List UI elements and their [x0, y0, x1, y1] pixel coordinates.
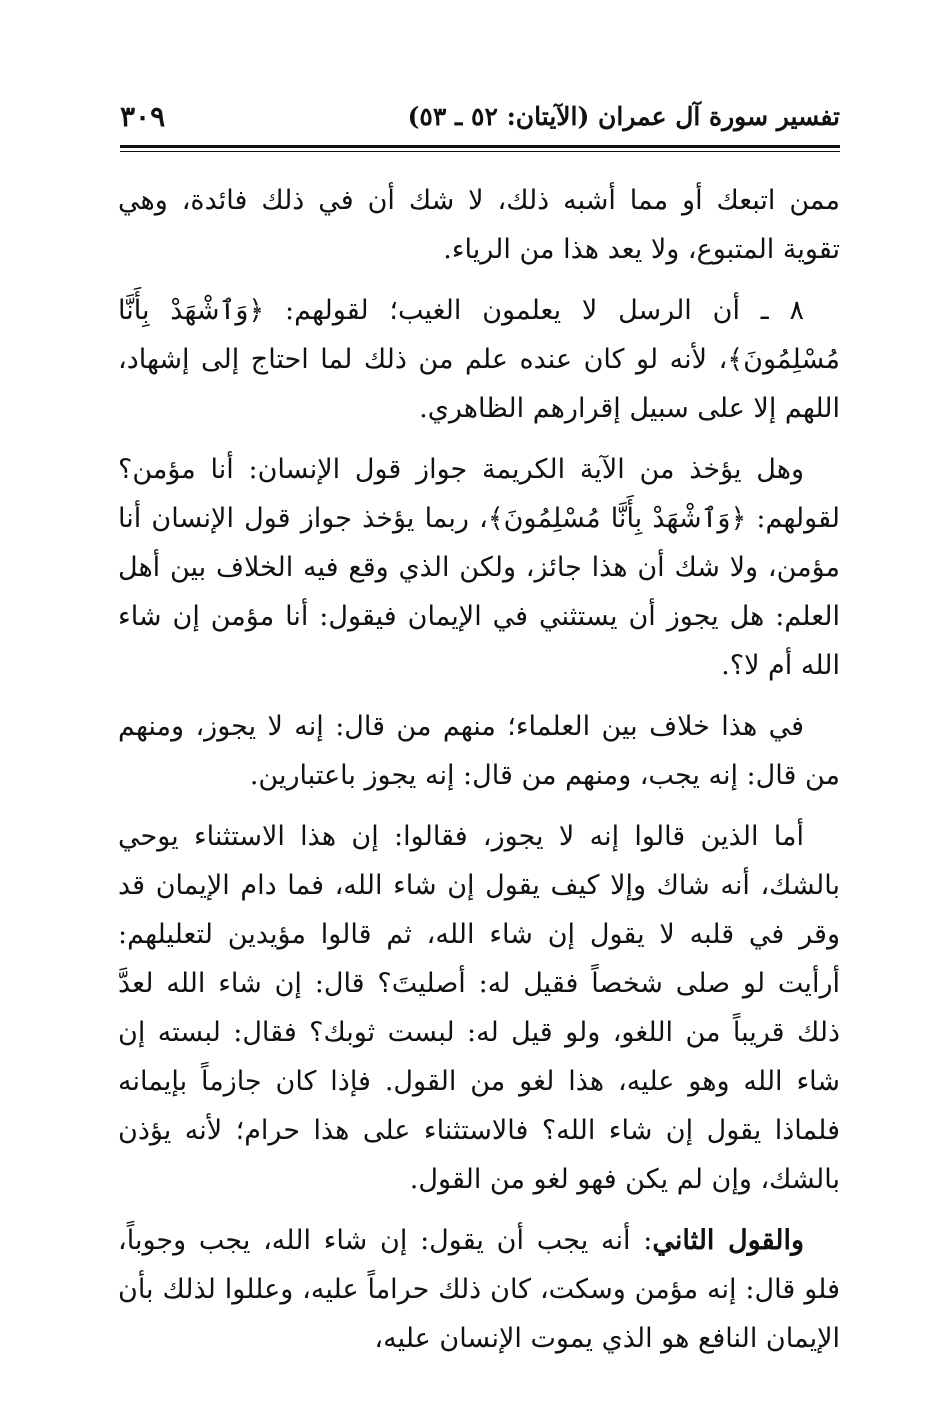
page-header — [120, 100, 840, 144]
page-number: ٣٠٩ — [120, 100, 166, 133]
paragraph: ٨ ـ أن الرسل لا يعلمون الغيب؛ لقولهم: ﴿وَٱشْهَدْ بِأَنَّا مُسْلِمُونَ﴾، لأنه لو كان عنده علم من ذلك لما احتاج إلى إشهاد، اللهم إلا على سبيل إقرارهم الظاهري. — [118, 295, 840, 424]
header-rule-thin — [120, 151, 840, 152]
paragraph-text: : أنه يجب أن يقول: إن شاء الله، يجب وجوباً، فلو قال: إنه مؤمن وسكت، كان ذلك حراماً عليه، وعللوا لذلك بأن الإيمان النافع هو الذي يموت الإنسان عليه، — [118, 1225, 840, 1354]
body-text — [118, 176, 840, 1375]
paragraph: في هذا خلاف بين العلماء؛ منهم من قال: إنه لا يجوز، ومنهم من قال: إنه يجب، ومنهم من قال: إنه يجوز باعتبارين. — [118, 711, 840, 791]
paragraph-lead: والقول الثاني — [652, 1225, 804, 1256]
paragraph: ممن اتبعك أو مما أشبه ذلك، لا شك أن في ذلك فائدة، وهي تقوية المتبوع، ولا يعد هذا من الرياء. — [118, 185, 840, 265]
running-title: تفسير سورة آل عمران (الآيتان: ٥٢ ـ ٥٣) — [407, 102, 840, 131]
header-rule-thick — [120, 145, 840, 148]
paragraph: أما الذين قالوا إنه لا يجوز، فقالوا: إن هذا الاستثناء يوحي بالشك، أنه شاك وإلا كيف يقول إن شاء الله، فما دام الإيمان قد وقر في قلبه لا يقول إن شاء الله، ثم قالوا مؤيدين لتعليلهم: أرأيت لو صلى شخصاً فقيل له: أصليتَ؟ قال: إن شاء الله لعدَّ ذلك قريباً من اللغو، ولو قيل له: لبست ثوبك؟ فقال: لبسته إن شاء الله وهو عليه، هذا لغو من القول. فإذا كان جازماً بإيمانه فلماذا يقول إن شاء الله؟ فالاستثناء على هذا حرام؛ لأنه يؤذن بالشك، وإن لم يكن فهو لغو من القول. — [118, 821, 840, 1195]
paragraph: وهل يؤخذ من الآية الكريمة جواز قول الإنسان: أنا مؤمن؟ لقولهم: ﴿وَٱشْهَدْ بِأَنَّا مُسْلِمُونَ﴾، ربما يؤخذ جواز قول الإنسان أنا مؤمن، ولا شك أن هذا جائز، ولكن الذي وقع فيه الخلاف بين أهل العلم: هل يجوز أن يستثني في الإيمان فيقول: أنا مؤمن إن شاء الله أم لا؟. — [118, 454, 840, 681]
paragraph — [118, 1216, 840, 1363]
